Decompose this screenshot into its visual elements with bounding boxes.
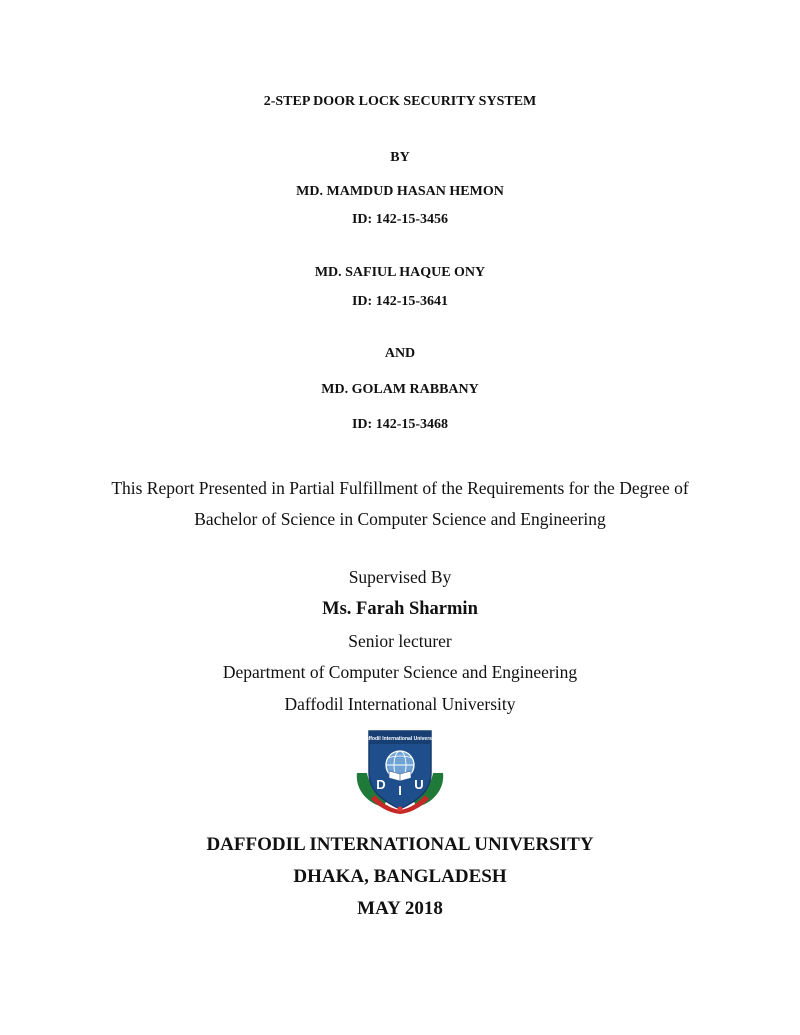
footer-location: DHAKA, BANGLADESH — [293, 866, 507, 887]
supervised-by-label: Supervised By — [348, 567, 452, 587]
and-label: AND — [384, 346, 416, 361]
statement-line-2: Bachelor of Science in Computer Science and Engineering — [194, 509, 606, 529]
logo-letter-u: U — [414, 777, 424, 792]
logo-letter-i: I — [398, 783, 402, 798]
department-name: Department of Computer Science and Engineering — [222, 662, 578, 682]
statement-line-1: This Report Presented in Partial Fulfillment of the Requirements for the Degree of — [111, 478, 689, 498]
diu-crest-icon — [353, 723, 447, 815]
author-name: MD. MAMDUD HASAN HEMON — [296, 184, 504, 199]
footer-university: DAFFODIL INTERNATIONAL UNIVERSITY — [206, 834, 594, 855]
university-logo — [353, 723, 447, 815]
author-name: MD. GOLAM RABBANY — [321, 382, 479, 397]
author-id: ID: 142-15-3468 — [351, 417, 449, 432]
university-name: Daffodil International University — [284, 694, 516, 714]
supervisor-designation: Senior lecturer — [348, 631, 452, 651]
by-label: BY — [390, 150, 410, 165]
report-title: 2-STEP DOOR LOCK SECURITY SYSTEM — [263, 94, 537, 109]
footer-date: MAY 2018 — [357, 898, 443, 919]
author-id: ID: 142-15-3641 — [351, 294, 449, 309]
logo-letter-d: D — [376, 777, 386, 792]
author-name: MD. SAFIUL HAQUE ONY — [314, 265, 486, 280]
author-id: ID: 142-15-3456 — [351, 212, 449, 227]
supervisor-name: Ms. Farah Sharmin — [322, 599, 478, 619]
logo-banner-text: Daffodil International University — [362, 736, 438, 742]
